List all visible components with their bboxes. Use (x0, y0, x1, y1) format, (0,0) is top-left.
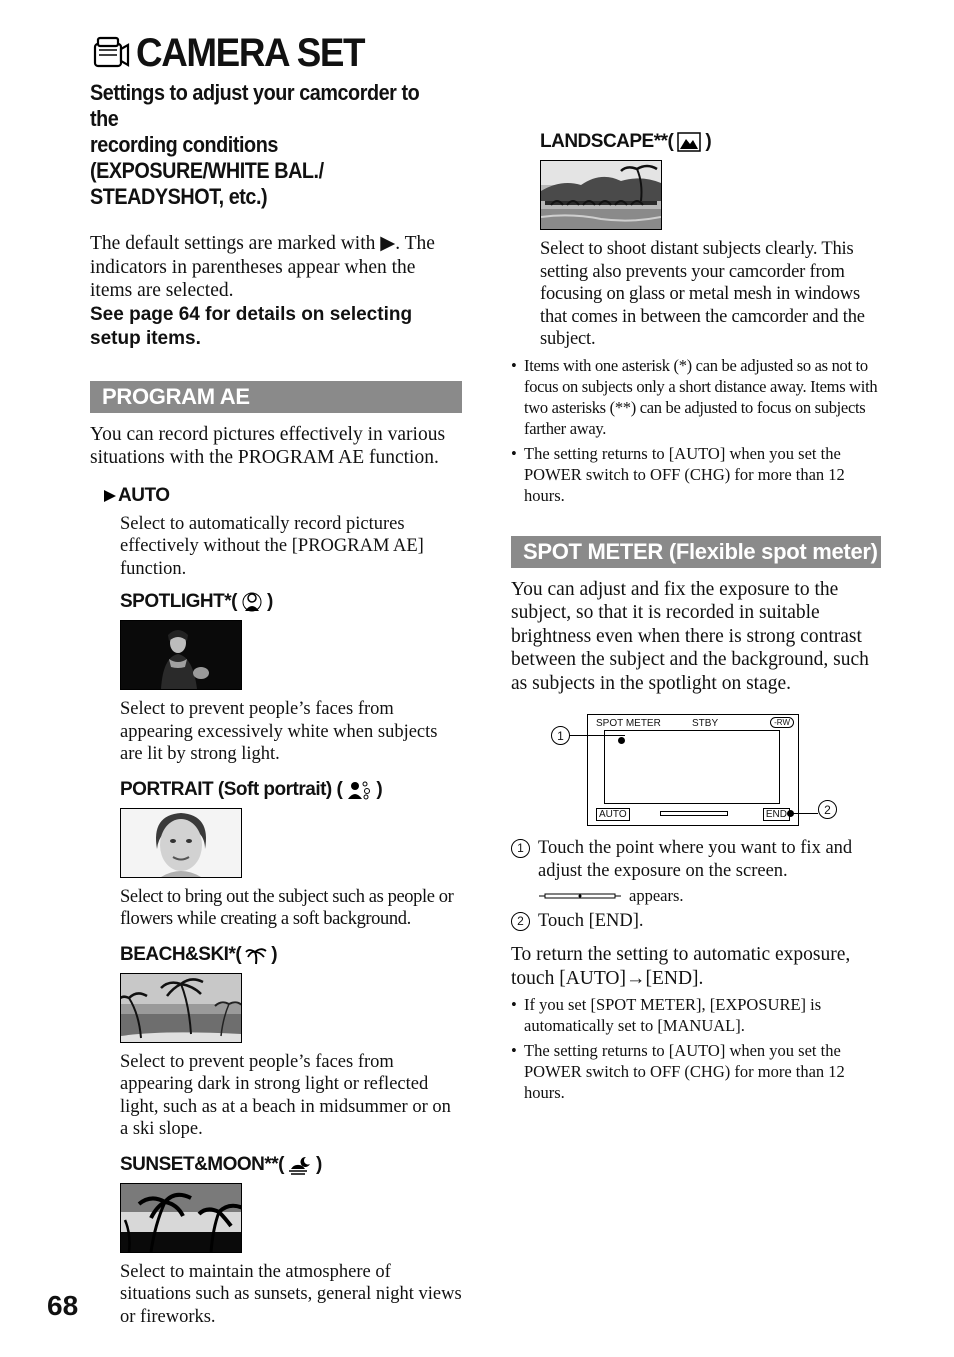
note-item: • Items with one asterisk (*) can be adjusted so as not to focus on subjects only a short distance away. Items with two asterisks (**) can be adjusted to focus on subjects farther away. (511, 355, 881, 439)
lcd-screen (587, 714, 799, 826)
beach-photo (120, 973, 242, 1043)
item-heading (120, 1153, 462, 1177)
spot-meter-screen-figure (511, 709, 881, 829)
spot-meter-steps (511, 837, 881, 933)
disc-rw-icon: -RW (770, 717, 794, 728)
step-number: 1 (511, 839, 530, 858)
portrait-photo (120, 808, 242, 878)
step-text: Touch [END]. (538, 911, 644, 931)
palm-tree-icon (245, 945, 267, 965)
landscape-photo (540, 160, 662, 230)
program-ae-heading: PROGRAM AE (90, 381, 462, 413)
item-beach-ski (120, 943, 462, 1141)
item-heading (120, 778, 462, 802)
spot-marker (618, 737, 625, 744)
page-title: CAMERA SET (136, 30, 365, 75)
program-ae-description: You can record pictures effectively in various situations with the PROGRAM AE function. (90, 423, 446, 468)
spotlight-photo (120, 620, 242, 690)
camera-icon (90, 34, 130, 72)
spot-meter-heading: SPOT METER (Flexible spot meter) (511, 536, 881, 568)
item-text: Select to prevent people’s faces from appearing excessively white when subjects are lit by strong light. (120, 699, 438, 764)
item-text: Select to prevent people’s faces from appearing dark in strong light or reflected light, such as at a beach in midsummer or on a ski slope. (120, 1051, 451, 1139)
appears-line (539, 885, 881, 906)
sunset-photo (120, 1183, 242, 1253)
item-label: SUNSET&MOON**( (120, 1153, 285, 1175)
spotlight-icon (241, 592, 263, 612)
step-text: Touch the point where you want to fix and adjust the exposure on the screen. (538, 838, 853, 881)
item-label: LANDSCAPE**( (540, 131, 674, 152)
left-column (90, 80, 462, 1328)
note-item: • The setting returns to [AUTO] when you set the POWER switch to OFF (CHG) for more than 12 hours. (511, 1040, 881, 1103)
item-label: PORTRAIT (Soft portrait) ( (120, 778, 343, 800)
item-portrait (120, 778, 462, 931)
page-number: 68 (47, 1290, 79, 1321)
section-subtitle (90, 80, 425, 210)
return-instruction: To return the setting to automatic exposure, touch [AUTO]→[END]. (511, 944, 851, 989)
subtitle-line: STEADYSHOT, etc.) (90, 184, 268, 209)
callout-2: 2 (818, 800, 837, 819)
note-item: • If you set [SPOT METER], [EXPOSURE] is automatically set to [MANUAL]. (511, 994, 881, 1036)
sunset-moon-icon (288, 1155, 312, 1175)
page-header (90, 28, 384, 78)
screen-label-spot-meter: SPOT METER (596, 718, 661, 729)
step-2 (511, 910, 881, 933)
subtitle-line: recording conditions (90, 132, 278, 157)
note-item: • The setting returns to [AUTO] when you set the POWER switch to OFF (CHG) for more than 12 hours. (511, 443, 881, 506)
auto-button[interactable]: AUTO (596, 808, 630, 821)
spot-meter-bar (660, 811, 728, 816)
item-landscape (540, 130, 881, 351)
item-auto (102, 484, 462, 581)
subtitle-line: (EXPOSURE/WHITE BAL./ (90, 158, 324, 183)
spot-meter-notes (511, 994, 881, 1103)
item-label-close: ) (266, 591, 273, 612)
spot-meter-frame[interactable] (604, 730, 780, 804)
spot-meter-description: You can adjust and fix the exposure to the subject, so that it is recorded in suitable brightness even when there is strong contrast between the subject and the background, such as subjects in the spotlight on stage. (511, 578, 869, 694)
item-label: BEACH&SKI*( (120, 943, 242, 965)
callout-1-line (569, 735, 625, 736)
item-text: Select to automatically record pictures effectively without the [PROGRAM AE] function. (120, 513, 424, 579)
callout-2-line (793, 813, 818, 814)
step-1 (511, 837, 881, 883)
item-label-close: ) (376, 778, 383, 800)
screen-label-stby: STBY (692, 718, 719, 729)
item-heading (540, 130, 881, 154)
subtitle-line: Settings to adjust your camcorder to the (90, 80, 420, 131)
landscape-icon (677, 132, 701, 152)
item-text: Select to maintain the atmosphere of situations such as sunsets, general night views or fireworks. (120, 1261, 462, 1327)
default-marker-icon (102, 488, 118, 504)
item-label-close: ) (316, 1153, 322, 1175)
item-label-close: ) (271, 943, 278, 965)
item-heading (120, 943, 462, 967)
item-sunset-moon (120, 1153, 462, 1329)
program-ae-notes (511, 355, 881, 506)
callout-1: 1 (551, 726, 570, 745)
spot-meter-bar-icon (539, 891, 621, 901)
end-button[interactable]: END (763, 808, 790, 821)
appears-text: appears. (629, 886, 684, 905)
item-heading (120, 590, 462, 614)
right-column (511, 130, 881, 1103)
item-label: AUTO (118, 484, 170, 506)
default-note: The default settings are marked with ▶. The indicators in parentheses appear when the items are selected. (90, 233, 435, 301)
see-page-note: See page 64 for details on selecting setup items. (90, 303, 413, 349)
soft-portrait-icon (346, 780, 372, 800)
step-number: 2 (511, 912, 530, 931)
item-label: SPOTLIGHT*( (120, 591, 237, 612)
item-label-close: ) (705, 131, 712, 152)
item-heading (102, 484, 462, 508)
item-spotlight (120, 590, 462, 766)
item-text: Select to shoot distant subjects clearly. This setting also prevents your camcorder from focusing on glass or metal mesh in windows that comes in between the camcorder and the subject. (540, 239, 865, 349)
item-text: Select to bring out the subject such as people or flowers while creating a soft background. (120, 886, 454, 929)
